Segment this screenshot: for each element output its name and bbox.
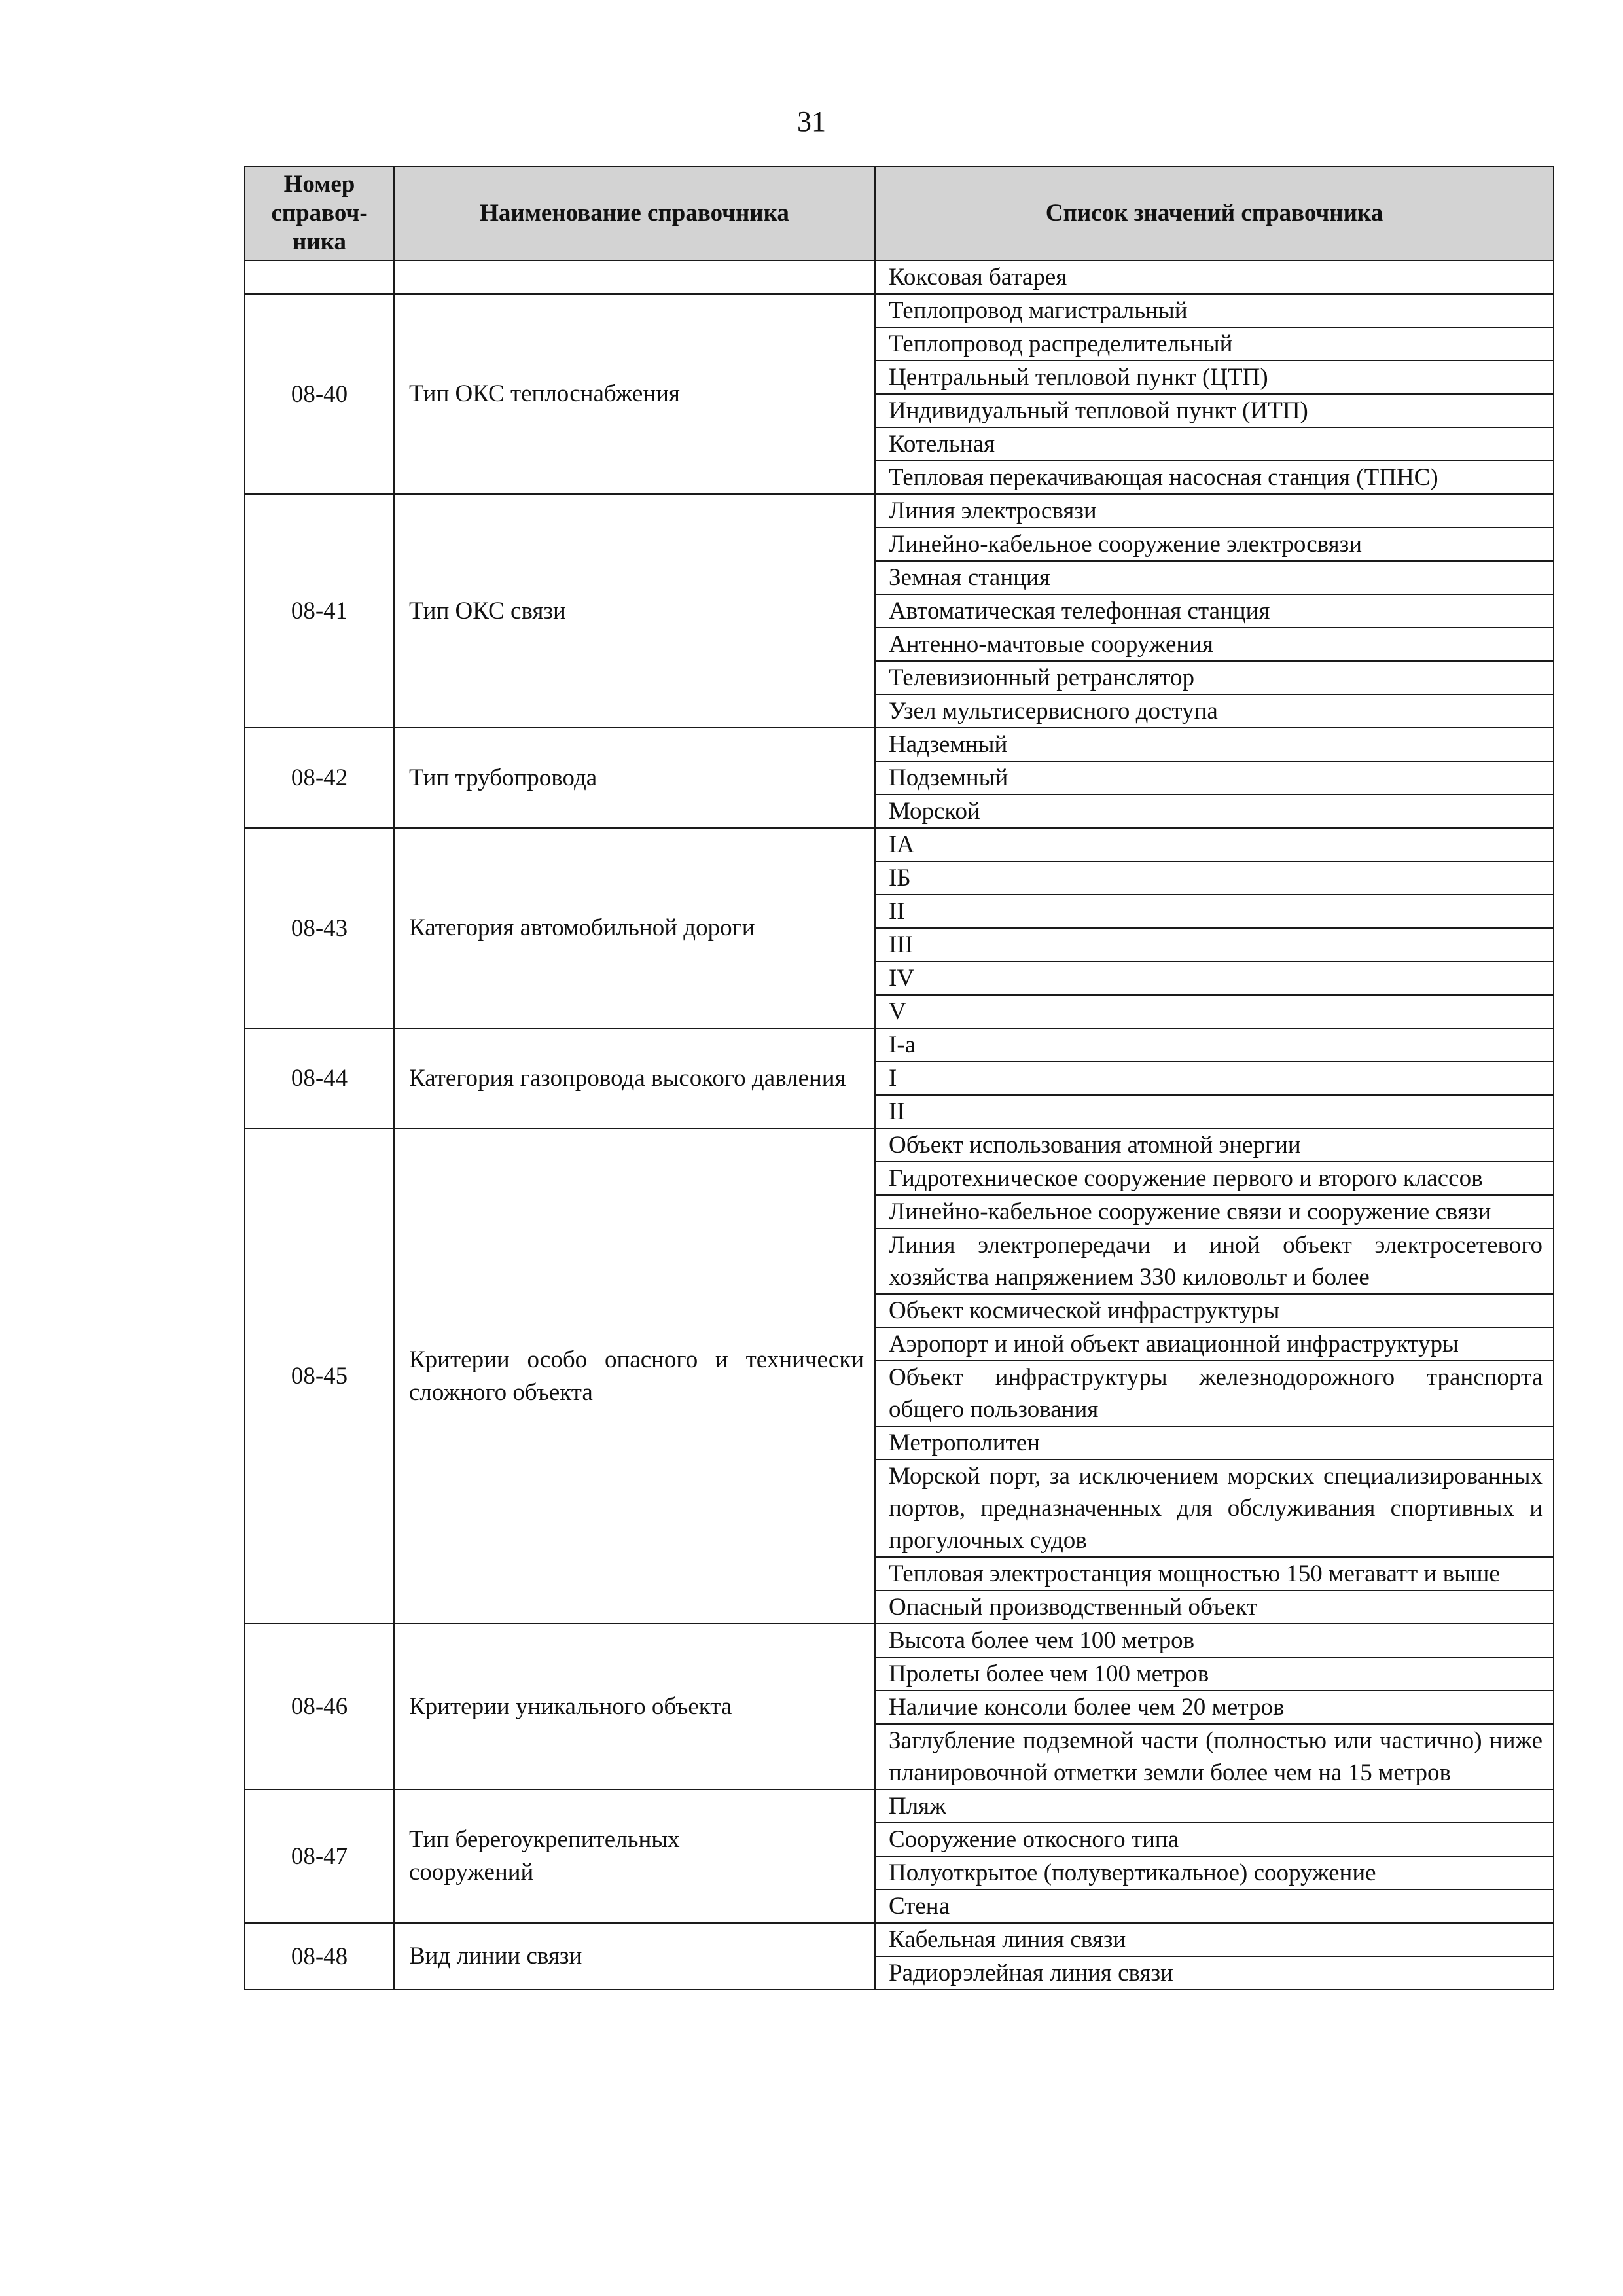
code-cell: 08-43 (245, 828, 394, 1028)
code-cell: 08-40 (245, 294, 394, 494)
code-cell: 08-45 (245, 1128, 394, 1624)
header-number: Номер справоч-ника (245, 166, 394, 260)
name-cell: Тип трубопровода (394, 728, 875, 828)
value-cell: Тепловая электростанция мощностью 150 мегаватт и выше (875, 1557, 1554, 1590)
name-cell: Критерии особо опасного и технически сложного объекта (394, 1128, 875, 1624)
value-cell: Объект инфраструктуры железнодорожного транспорта общего пользования (875, 1361, 1554, 1426)
value-cell: Линия электропередачи и иной объект электросетевого хозяйства напряжением 330 киловольт и более (875, 1229, 1554, 1294)
value-cell: Линейно-кабельное сооружение связи и сооружение связи (875, 1195, 1554, 1229)
value-cell: V (875, 995, 1554, 1028)
name-cell: Категория газопровода высокого давления (394, 1028, 875, 1128)
table-row (245, 260, 1554, 294)
value-cell: Морской (875, 795, 1554, 828)
value-cell: Пляж (875, 1789, 1554, 1823)
value-cell: II (875, 895, 1554, 928)
value-cell: Индивидуальный тепловой пункт (ИТП) (875, 394, 1554, 427)
name-cell: Тип ОКС теплоснабжения (394, 294, 875, 494)
value-cell: Земная станция (875, 561, 1554, 594)
value-cell: Высота более чем 100 метров (875, 1624, 1554, 1657)
name-cell: Вид линии связи (394, 1923, 875, 1990)
code-cell: 08-48 (245, 1923, 394, 1990)
table-row (245, 294, 1554, 327)
value-cell: Телевизионный ретранслятор (875, 661, 1554, 694)
value-cell: IA (875, 828, 1554, 861)
name-cell (394, 260, 875, 294)
value-cell: Линия электросвязи (875, 494, 1554, 528)
header-name: Наименование справочника (394, 166, 875, 260)
value-cell: Коксовая батарея (875, 260, 1554, 294)
code-cell: 08-47 (245, 1789, 394, 1923)
value-cell: Морской порт, за исключением морских специализированных портов, предназначенных для обслуживания спортивных и прогулочных судов (875, 1460, 1554, 1557)
code-cell: 08-41 (245, 494, 394, 728)
value-cell: Объект космической инфраструктуры (875, 1294, 1554, 1327)
code-cell: 08-42 (245, 728, 394, 828)
value-cell: Пролеты более чем 100 метров (875, 1657, 1554, 1691)
value-cell: IV (875, 961, 1554, 995)
value-cell: I (875, 1062, 1554, 1095)
value-cell: Узел мультисервисного доступа (875, 694, 1554, 728)
code-cell: 08-46 (245, 1624, 394, 1789)
reference-table (244, 166, 1554, 1990)
value-cell: IБ (875, 861, 1554, 895)
code-cell (245, 260, 394, 294)
table-row (245, 1624, 1554, 1657)
value-cell: Линейно-кабельное сооружение электросвязи (875, 528, 1554, 561)
value-cell: Сооружение откосного типа (875, 1823, 1554, 1856)
value-cell: Антенно-мачтовые сооружения (875, 628, 1554, 661)
value-cell: III (875, 928, 1554, 961)
value-cell: I-а (875, 1028, 1554, 1062)
table-row (245, 828, 1554, 861)
value-cell: Автоматическая телефонная станция (875, 594, 1554, 628)
value-cell: Опасный производственный объект (875, 1590, 1554, 1624)
code-cell: 08-44 (245, 1028, 394, 1128)
name-cell: Тип берегоукрепительных сооружений (394, 1789, 875, 1923)
name-cell: Тип ОКС связи (394, 494, 875, 728)
value-cell: Тепловая перекачивающая насосная станция (ТПНС) (875, 461, 1554, 494)
table-row (245, 494, 1554, 528)
table-header-row (245, 166, 1554, 260)
value-cell: Гидротехническое сооружение первого и второго классов (875, 1162, 1554, 1195)
value-cell: Полуоткрытое (полувертикальное) сооружение (875, 1856, 1554, 1890)
page-number: 31 (797, 105, 826, 137)
value-cell: Заглубление подземной части (полностью или частично) ниже планировочной отметки земли более чем на 15 метров (875, 1724, 1554, 1789)
value-cell: Теплопровод магистральный (875, 294, 1554, 327)
value-cell: Центральный тепловой пункт (ЦТП) (875, 361, 1554, 394)
value-cell: Котельная (875, 427, 1554, 461)
value-cell: Стена (875, 1890, 1554, 1923)
value-cell: Метрополитен (875, 1426, 1554, 1460)
header-values: Список значений справочника (875, 166, 1554, 260)
value-cell: Радиорэлейная линия связи (875, 1956, 1554, 1990)
value-cell: Теплопровод распределительный (875, 327, 1554, 361)
table-row (245, 1789, 1554, 1823)
value-cell: Надземный (875, 728, 1554, 761)
value-cell: Аэропорт и иной объект авиационной инфраструктуры (875, 1327, 1554, 1361)
name-cell: Критерии уникального объекта (394, 1624, 875, 1789)
table-row (245, 1923, 1554, 1956)
value-cell: Объект использования атомной энергии (875, 1128, 1554, 1162)
value-cell: Наличие консоли более чем 20 метров (875, 1691, 1554, 1724)
value-cell: Кабельная линия связи (875, 1923, 1554, 1956)
table-row (245, 1128, 1554, 1162)
table-row (245, 1028, 1554, 1062)
value-cell: Подземный (875, 761, 1554, 795)
table-row (245, 728, 1554, 761)
value-cell: II (875, 1095, 1554, 1128)
name-cell: Категория автомобильной дороги (394, 828, 875, 1028)
